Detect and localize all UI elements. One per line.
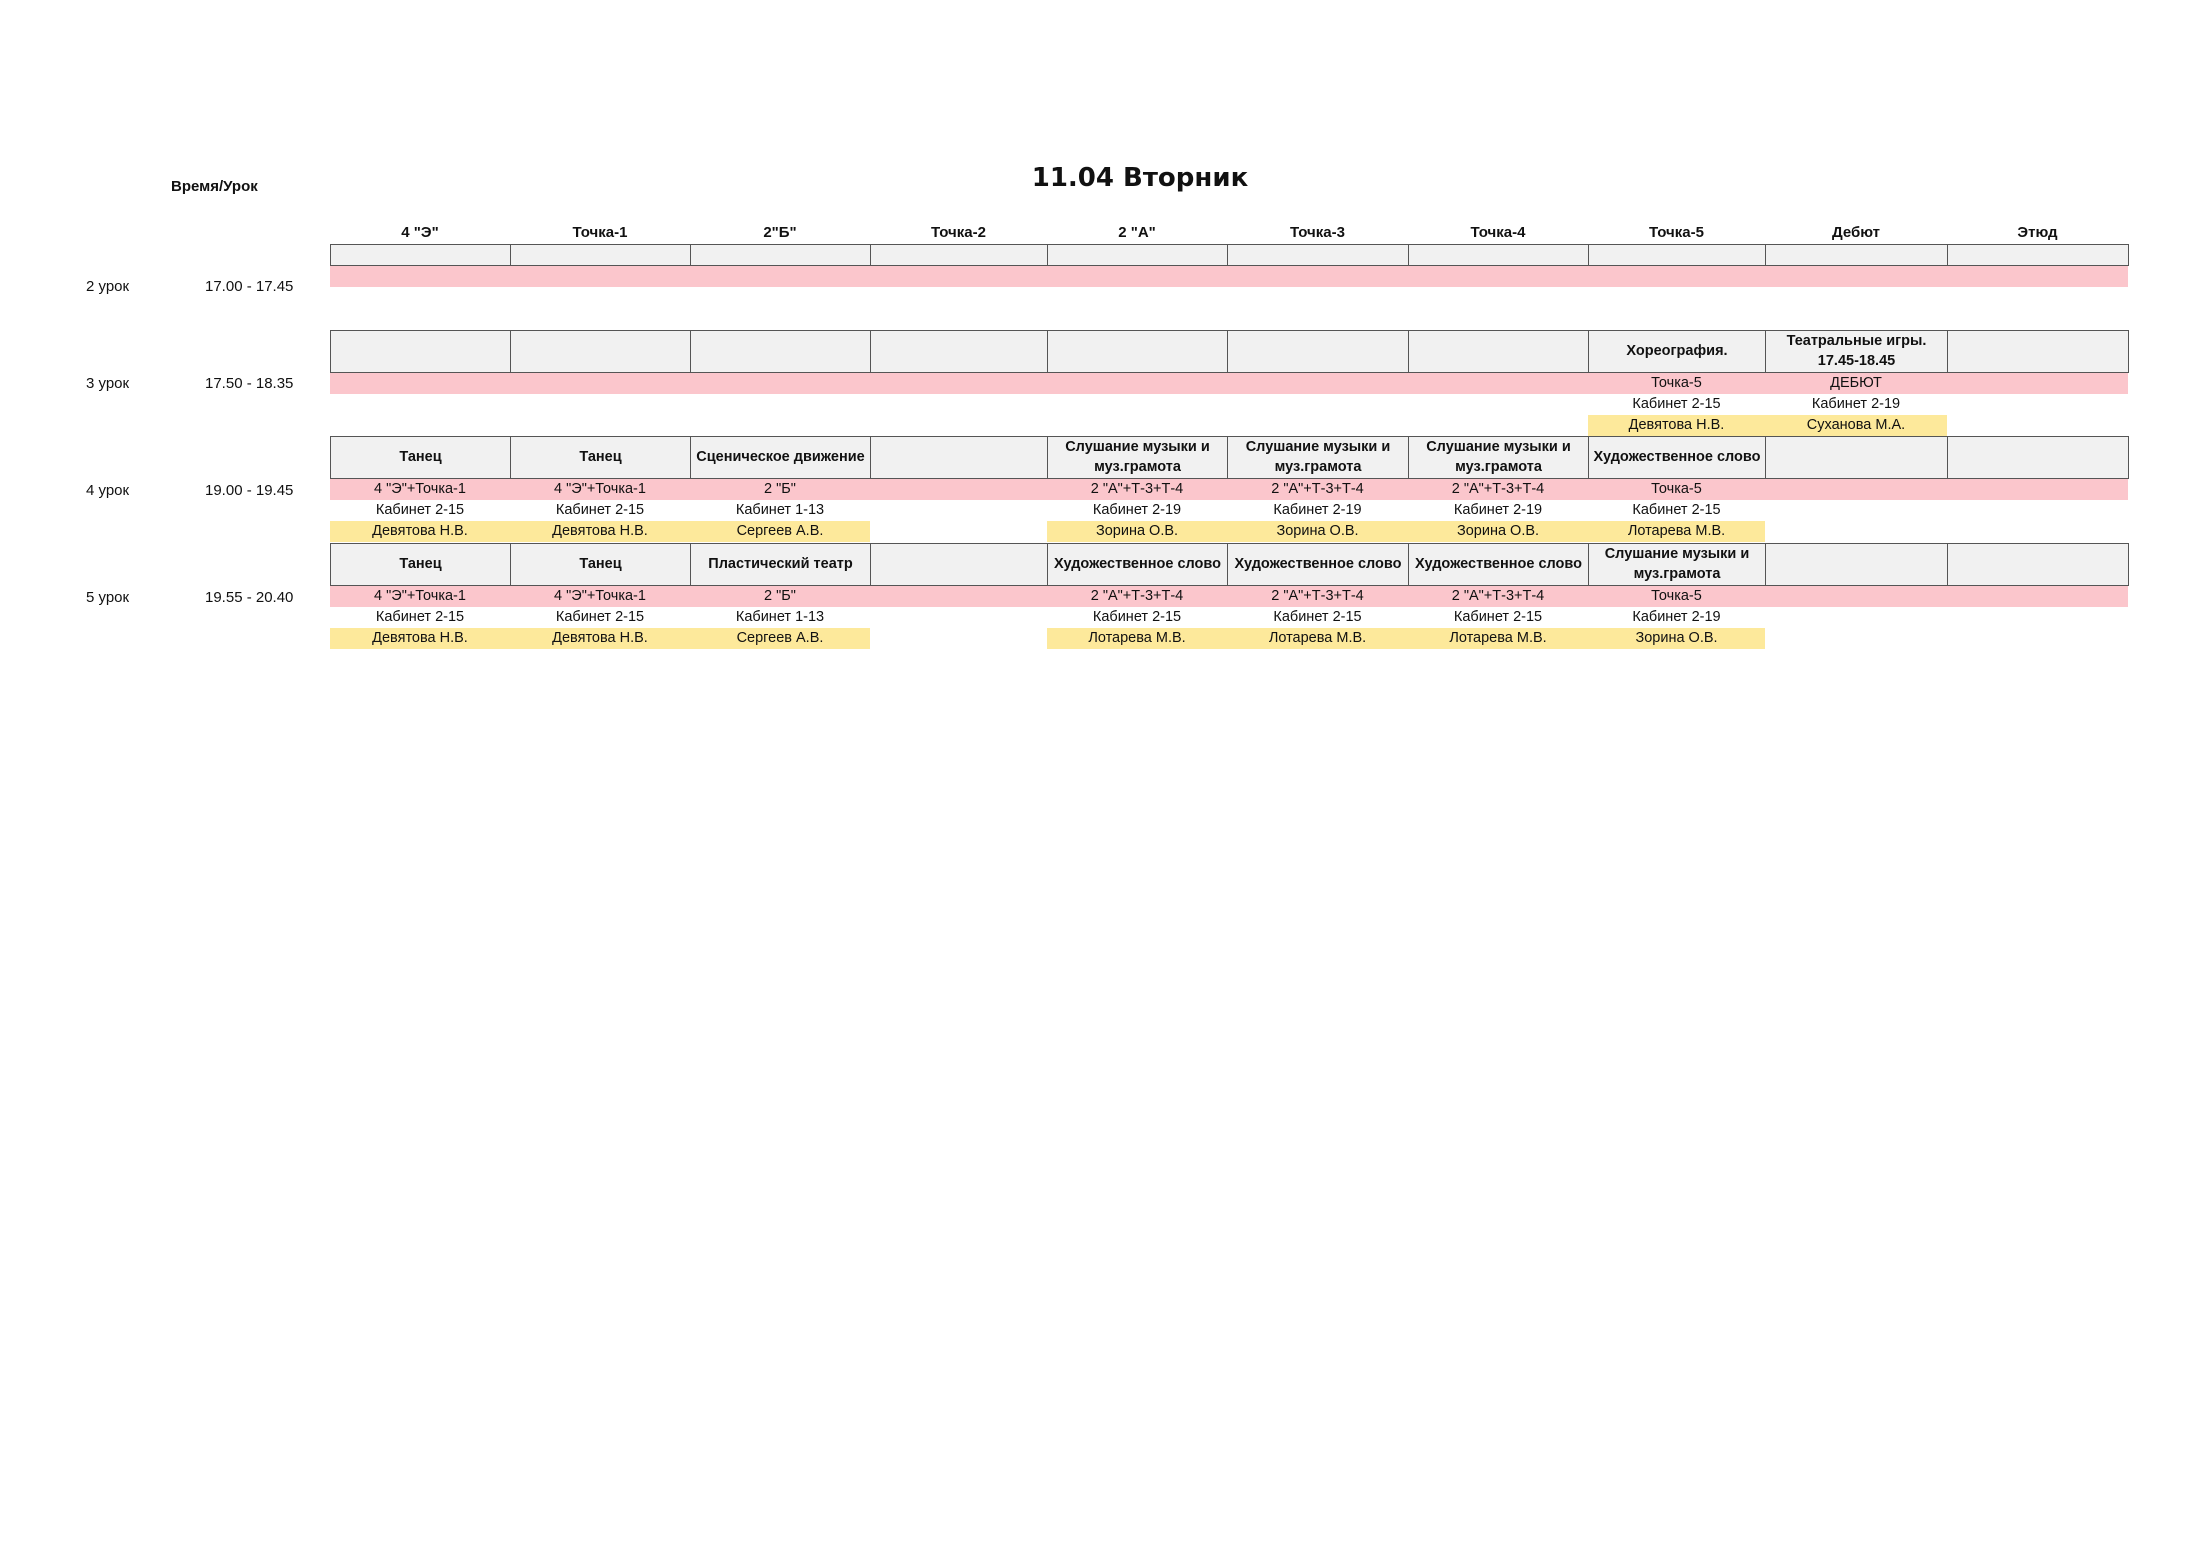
group-label: 2 "А"+Т-3+Т-4 (1090, 588, 1184, 604)
group-label: Точка-5 (1651, 375, 1702, 391)
room-label (330, 394, 510, 415)
teacher-label: Девятова Н.В. (510, 521, 690, 542)
room-label: Кабинет 1-13 (735, 609, 825, 625)
teacher-label (690, 415, 870, 436)
lesson-number: 4 урок (86, 482, 130, 499)
column-header: Точка-1 (572, 224, 628, 241)
room-label: Кабинет 2-15 (555, 502, 645, 518)
subject-cell[interactable]: Пластический театр (690, 543, 871, 586)
column-header: Дебют (1831, 224, 1881, 241)
subject-cell[interactable]: Танец (510, 436, 691, 479)
subject-cell[interactable]: Театральные игры. 17.45-18.45 (1765, 330, 1948, 373)
subject-cell[interactable] (510, 244, 691, 266)
teacher-label: Девятова Н.В. (1588, 415, 1765, 436)
teacher-label (330, 415, 510, 436)
group-label: 4 "Э"+Точка-1 (374, 481, 466, 497)
group-label (1765, 479, 1947, 500)
subject-cell[interactable] (1765, 543, 1948, 586)
subject-cell[interactable] (1947, 543, 2129, 586)
teacher-label (510, 415, 690, 436)
teacher-label (870, 521, 1047, 542)
room-label (1947, 607, 2128, 628)
subject-cell[interactable] (690, 244, 871, 266)
subject-cell[interactable]: Сценическое движение (690, 436, 871, 479)
teacher-label: Сергеев А.В. (690, 628, 870, 649)
column-header: Этюд (2017, 224, 2058, 241)
teacher-label: Лотарева М.В. (1408, 628, 1588, 649)
room-label (1227, 394, 1408, 415)
subject-cell[interactable] (1047, 244, 1228, 266)
teacher-label: Зорина О.В. (1047, 521, 1227, 542)
room-label (510, 394, 690, 415)
room-label (870, 394, 1047, 415)
subject-cell[interactable]: Художественное слово (1047, 543, 1228, 586)
subject-cell[interactable] (690, 330, 871, 373)
teacher-label: Девятова Н.В. (330, 628, 510, 649)
teacher-label: Лотарева М.В. (1588, 521, 1765, 542)
subject-cell[interactable] (330, 244, 511, 266)
teacher-label (870, 628, 1047, 649)
group-label (1947, 586, 2128, 607)
subject-cell[interactable]: Художественное слово (1588, 436, 1766, 479)
teacher-label: Зорина О.В. (1408, 521, 1588, 542)
room-label (1947, 500, 2128, 521)
subject-cell[interactable]: Танец (510, 543, 691, 586)
group-band (330, 266, 2128, 287)
room-label (1765, 500, 1947, 521)
column-header: Точка-2 (931, 224, 986, 241)
subject-cell[interactable] (1408, 244, 1589, 266)
group-label: 4 "Э"+Точка-1 (554, 588, 646, 604)
teacher-label: Девятова Н.В. (510, 628, 690, 649)
column-header: 4 "Э" (401, 224, 439, 241)
teacher-label (870, 415, 1047, 436)
room-label (870, 607, 1047, 628)
subject-cell[interactable]: Слушание музыки и муз.грамота (1588, 543, 1766, 586)
group-label: 2 "А"+Т-3+Т-4 (1451, 481, 1545, 497)
teacher-label: Сергеев А.В. (690, 521, 870, 542)
group-label (510, 373, 690, 394)
group-label: 2 "А"+Т-3+Т-4 (1090, 481, 1184, 497)
lesson-time: 17.00 - 17.45 (205, 278, 294, 295)
group-label (1765, 586, 1947, 607)
subject-cell[interactable]: Художественное слово (1408, 543, 1589, 586)
time-lesson-header: Время/Урок (171, 178, 258, 195)
group-label: 2 "А"+Т-3+Т-4 (1451, 588, 1545, 604)
room-label (1947, 394, 2128, 415)
subject-cell[interactable]: Хореография. (1588, 330, 1766, 373)
group-label: 2 "Б" (764, 588, 796, 604)
lesson-number: 3 урок (86, 375, 130, 392)
room-label: Кабинет 2-15 (1092, 609, 1182, 625)
group-label (870, 479, 1047, 500)
subject-cell[interactable]: Слушание музыки и муз.грамота (1227, 436, 1409, 479)
subject-cell[interactable] (1227, 244, 1409, 266)
subject-cell[interactable]: Слушание музыки и муз.грамота (1047, 436, 1228, 479)
subject-cell[interactable] (870, 244, 1048, 266)
room-label: Кабинет 2-15 (555, 609, 645, 625)
group-label (1227, 373, 1408, 394)
group-label: 2 "А"+Т-3+Т-4 (1271, 588, 1364, 604)
column-header: 2 "А" (1118, 224, 1156, 241)
lesson-number: 2 урок (86, 278, 130, 295)
subject-cell[interactable] (1047, 330, 1228, 373)
subject-cell[interactable] (1765, 436, 1948, 479)
column-header: 2"Б" (763, 224, 797, 241)
teacher-label (1047, 415, 1227, 436)
group-label (870, 586, 1047, 607)
subject-cell[interactable] (1765, 244, 1948, 266)
room-label: Кабинет 2-15 (1453, 609, 1543, 625)
subject-cell[interactable] (1947, 436, 2129, 479)
room-label: Кабинет 2-15 (1273, 609, 1362, 625)
lesson-time: 17.50 - 18.35 (205, 375, 294, 392)
subject-cell[interactable] (870, 330, 1048, 373)
page-title: 11.04 Вторник (1031, 163, 1249, 193)
group-label: 4 "Э"+Точка-1 (554, 481, 646, 497)
teacher-label (1947, 521, 2128, 542)
teacher-label: Суханова М.А. (1765, 415, 1947, 436)
room-label (690, 394, 870, 415)
subject-cell[interactable] (1408, 330, 1589, 373)
teacher-label (1947, 628, 2128, 649)
column-header: Точка-5 (1649, 224, 1704, 241)
room-label: Кабинет 2-19 (1273, 502, 1362, 518)
room-label (1047, 394, 1227, 415)
group-label (330, 373, 510, 394)
room-label (1765, 607, 1947, 628)
subject-cell[interactable]: Танец (330, 436, 511, 479)
group-label: Точка-5 (1651, 588, 1702, 604)
room-label: Кабинет 2-19 (1092, 502, 1182, 518)
column-header: Точка-3 (1290, 224, 1345, 241)
teacher-label: Зорина О.В. (1588, 628, 1765, 649)
teacher-label (1947, 415, 2128, 436)
room-label: Кабинет 2-19 (1453, 502, 1543, 518)
subject-cell[interactable] (510, 330, 691, 373)
teacher-label: Лотарева М.В. (1227, 628, 1408, 649)
room-label: Кабинет 2-15 (1632, 502, 1721, 518)
subject-cell[interactable] (330, 330, 511, 373)
teacher-label: Лотарева М.В. (1047, 628, 1227, 649)
lesson-number: 5 урок (86, 589, 130, 606)
teacher-label (1765, 628, 1947, 649)
subject-cell[interactable] (1947, 330, 2129, 373)
room-label (1408, 394, 1588, 415)
teacher-label (1408, 415, 1588, 436)
column-header: Точка-4 (1470, 224, 1526, 241)
subject-cell[interactable] (870, 436, 1048, 479)
group-label (1947, 373, 2128, 394)
group-label (870, 373, 1047, 394)
group-label (1408, 373, 1588, 394)
subject-cell[interactable]: Художественное слово (1227, 543, 1409, 586)
lesson-time: 19.55 - 20.40 (205, 589, 294, 606)
subject-cell[interactable] (1588, 244, 1766, 266)
room-label: Кабинет 2-19 (1811, 396, 1901, 412)
group-label: Точка-5 (1651, 481, 1702, 497)
subject-cell[interactable] (1227, 330, 1409, 373)
room-label: Кабинет 2-15 (1632, 396, 1721, 412)
teacher-label: Девятова Н.В. (330, 521, 510, 542)
group-label (1947, 479, 2128, 500)
group-label (690, 373, 870, 394)
subject-cell[interactable]: Танец (330, 543, 511, 586)
group-label: 2 "А"+Т-3+Т-4 (1271, 481, 1364, 497)
subject-cell[interactable] (1947, 244, 2129, 266)
room-label (870, 500, 1047, 521)
teacher-label: Зорина О.В. (1227, 521, 1408, 542)
subject-cell[interactable]: Слушание музыки и муз.грамота (1408, 436, 1589, 479)
teacher-label (1227, 415, 1408, 436)
group-label: 4 "Э"+Точка-1 (374, 588, 466, 604)
subject-cell[interactable] (870, 543, 1048, 586)
lesson-time: 19.00 - 19.45 (205, 482, 294, 499)
group-label (1047, 373, 1227, 394)
room-label: Кабинет 2-19 (1632, 609, 1721, 625)
room-label: Кабинет 1-13 (735, 502, 825, 518)
teacher-label (1765, 521, 1947, 542)
room-label: Кабинет 2-15 (375, 502, 465, 518)
group-label: ДЕБЮТ (1830, 375, 1882, 391)
room-label: Кабинет 2-15 (375, 609, 465, 625)
group-label: 2 "Б" (764, 481, 796, 497)
